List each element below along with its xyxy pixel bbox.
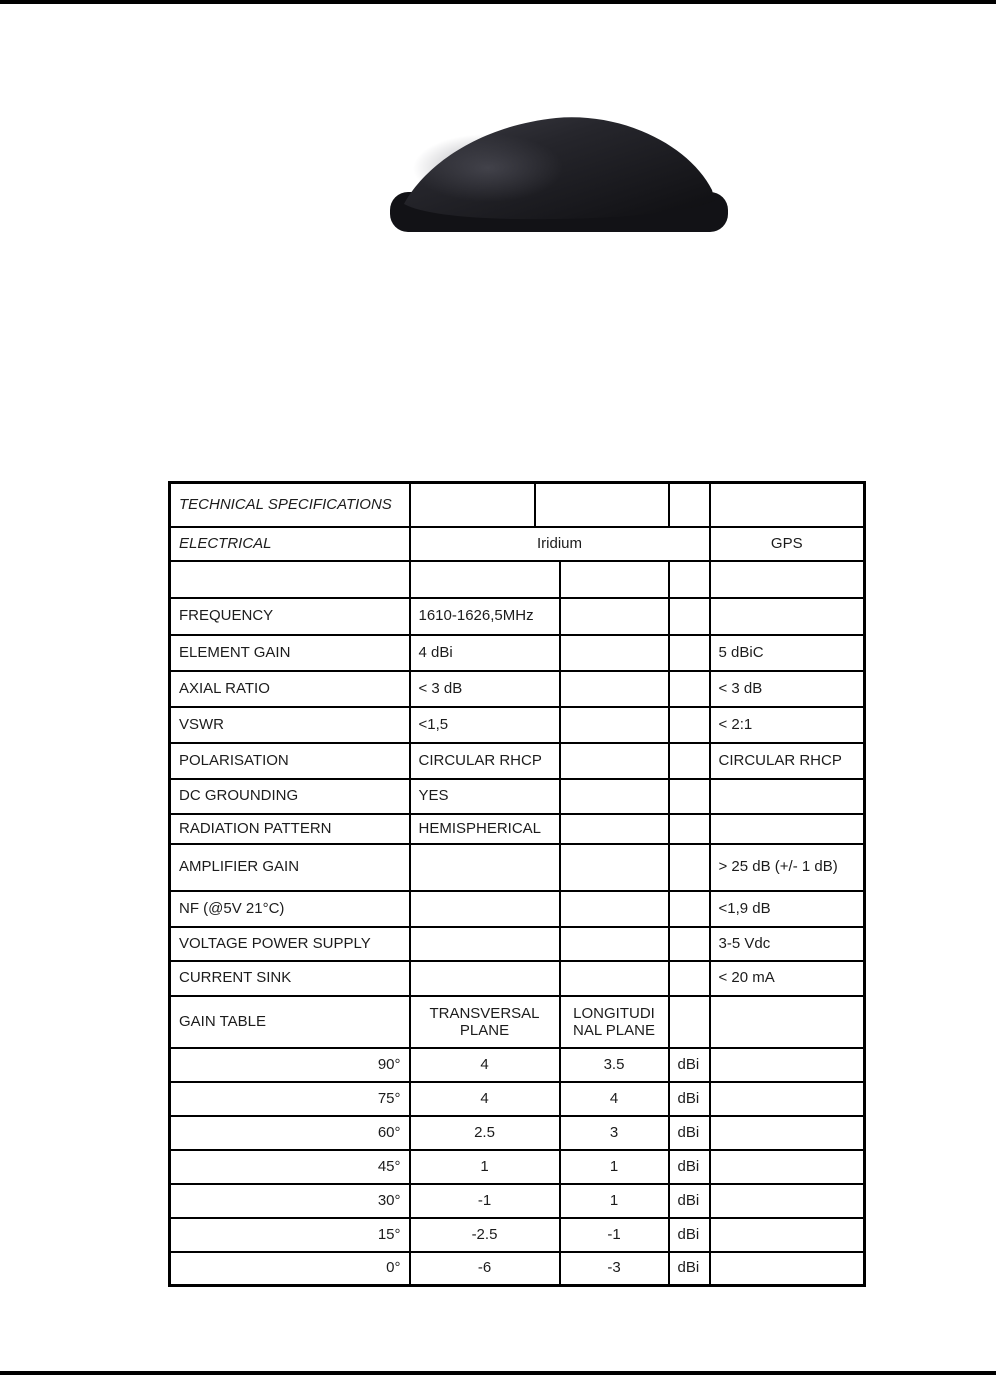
empty-cell [560,814,669,844]
gps-value: < 3 dB [710,671,865,707]
longitudinal-value: 1 [560,1184,669,1218]
spec-row-dc-grounding [170,779,865,814]
empty-cell [710,1252,865,1286]
empty-cell [410,483,535,527]
spec-row-nf [170,891,865,927]
longitudinal-value: -3 [560,1252,669,1286]
empty-cell [560,598,669,635]
unit-cell: dBi [669,1150,710,1184]
empty-cell [669,483,710,527]
spec-row-radiation-pattern [170,814,865,844]
empty-cell [535,483,669,527]
gps-value: < 20 mA [710,961,865,996]
empty-cell [669,779,710,814]
iridium-value: <1,5 [410,707,560,743]
spec-label: AXIAL RATIO [170,671,410,707]
longitudinal-value: -1 [560,1218,669,1252]
iridium-value: HEMISPHERICAL [410,814,560,844]
longitudinal-value: 1 [560,1150,669,1184]
gps-value [710,814,865,844]
empty-cell [710,561,865,598]
transversal-value: 4 [410,1082,560,1116]
unit-cell: dBi [669,1082,710,1116]
iridium-value [410,844,560,891]
spec-label: DC GROUNDING [170,779,410,814]
empty-cell [669,961,710,996]
gain-row-75 [170,1082,865,1116]
gps-value: 3-5 Vdc [710,927,865,961]
section-header-row [170,527,865,561]
empty-cell [560,707,669,743]
empty-cell [560,961,669,996]
empty-cell [560,671,669,707]
angle-label: 30° [170,1184,410,1218]
empty-cell [560,891,669,927]
gain-row-45 [170,1150,865,1184]
antenna-photo [388,106,730,242]
empty-cell [560,561,669,598]
empty-cell [560,927,669,961]
empty-cell [710,1048,865,1082]
longitudinal-plane-header: LONGITUDINAL PLANE [560,996,669,1048]
iridium-value [410,891,560,927]
spec-row-axial-ratio [170,671,865,707]
gps-value [710,779,865,814]
empty-cell [170,561,410,598]
longitudinal-value: 4 [560,1082,669,1116]
transversal-value: -2.5 [410,1218,560,1252]
angle-label: 45° [170,1150,410,1184]
page-top-rule [0,0,996,4]
spec-label: VSWR [170,707,410,743]
page-bottom-rule [0,1371,996,1375]
gps-value: > 25 dB (+/- 1 dB) [710,844,865,891]
unit-cell: dBi [669,1116,710,1150]
spec-row-element-gain [170,635,865,671]
unit-cell: dBi [669,1184,710,1218]
gain-row-0 [170,1252,865,1286]
empty-cell [410,561,560,598]
transversal-value: 1 [410,1150,560,1184]
section-label: ELECTRICAL [170,527,410,561]
unit-cell: dBi [669,1048,710,1082]
unit-cell: dBi [669,1218,710,1252]
empty-cell [710,483,865,527]
spec-row-current-sink [170,961,865,996]
spec-label: ELEMENT GAIN [170,635,410,671]
empty-cell [669,996,710,1048]
iridium-value [410,961,560,996]
empty-cell [669,743,710,779]
gain-row-30 [170,1184,865,1218]
iridium-value [410,927,560,961]
spec-row-polarisation [170,743,865,779]
antenna-dome-highlight [413,134,563,202]
gps-value [710,598,865,635]
iridium-column-header: Iridium [410,527,710,561]
spec-label: CURRENT SINK [170,961,410,996]
iridium-value: < 3 dB [410,671,560,707]
empty-cell [710,1218,865,1252]
iridium-value: CIRCULAR RHCP [410,743,560,779]
iridium-value: 1610-1626,5MHz [410,598,560,635]
empty-cell [710,1184,865,1218]
angle-label: 15° [170,1218,410,1252]
spec-row-amplifier-gain [170,844,865,891]
antenna-photo-svg [388,106,730,242]
empty-cell [669,844,710,891]
empty-cell [560,779,669,814]
spec-row-frequency [170,598,865,635]
angle-label: 60° [170,1116,410,1150]
angle-label: 75° [170,1082,410,1116]
spec-label: RADIATION PATTERN [170,814,410,844]
transversal-plane-header: TRANSVERSAL PLANE [410,996,560,1048]
empty-cell [669,814,710,844]
empty-cell [710,1116,865,1150]
unit-cell: dBi [669,1252,710,1286]
spec-label: NF (@5V 21°C) [170,891,410,927]
empty-cell [560,635,669,671]
angle-label: 90° [170,1048,410,1082]
transversal-value: 4 [410,1048,560,1082]
technical-specifications-table [168,481,866,1287]
empty-cell [669,891,710,927]
empty-cell [560,743,669,779]
empty-cell [710,1082,865,1116]
empty-cell [669,598,710,635]
gain-table-header-row [170,996,865,1048]
empty-cell [560,844,669,891]
empty-cell [669,561,710,598]
gain-row-60 [170,1116,865,1150]
longitudinal-value: 3 [560,1116,669,1150]
empty-cell [669,635,710,671]
longitudinal-value: 3.5 [560,1048,669,1082]
iridium-value: YES [410,779,560,814]
gain-row-90 [170,1048,865,1082]
spec-row-vswr [170,707,865,743]
angle-label: 0° [170,1252,410,1286]
empty-cell [669,927,710,961]
table-title: TECHNICAL SPECIFICATIONS [170,483,410,527]
title-row [170,483,865,527]
transversal-value: -1 [410,1184,560,1218]
spec-label: AMPLIFIER GAIN [170,844,410,891]
empty-cell [669,671,710,707]
gps-value: < 2:1 [710,707,865,743]
gps-column-header: GPS [710,527,865,561]
spec-label: POLARISATION [170,743,410,779]
gps-value: <1,9 dB [710,891,865,927]
spacer-row [170,561,865,598]
transversal-value: 2.5 [410,1116,560,1150]
iridium-value: 4 dBi [410,635,560,671]
spec-label: VOLTAGE POWER SUPPLY [170,927,410,961]
gain-row-15 [170,1218,865,1252]
empty-cell [710,996,865,1048]
spec-label: FREQUENCY [170,598,410,635]
empty-cell [710,1150,865,1184]
empty-cell [669,707,710,743]
transversal-value: -6 [410,1252,560,1286]
gps-value: 5 dBiC [710,635,865,671]
gain-table-label: GAIN TABLE [170,996,410,1048]
spec-row-voltage-power-supply [170,927,865,961]
gps-value: CIRCULAR RHCP [710,743,865,779]
